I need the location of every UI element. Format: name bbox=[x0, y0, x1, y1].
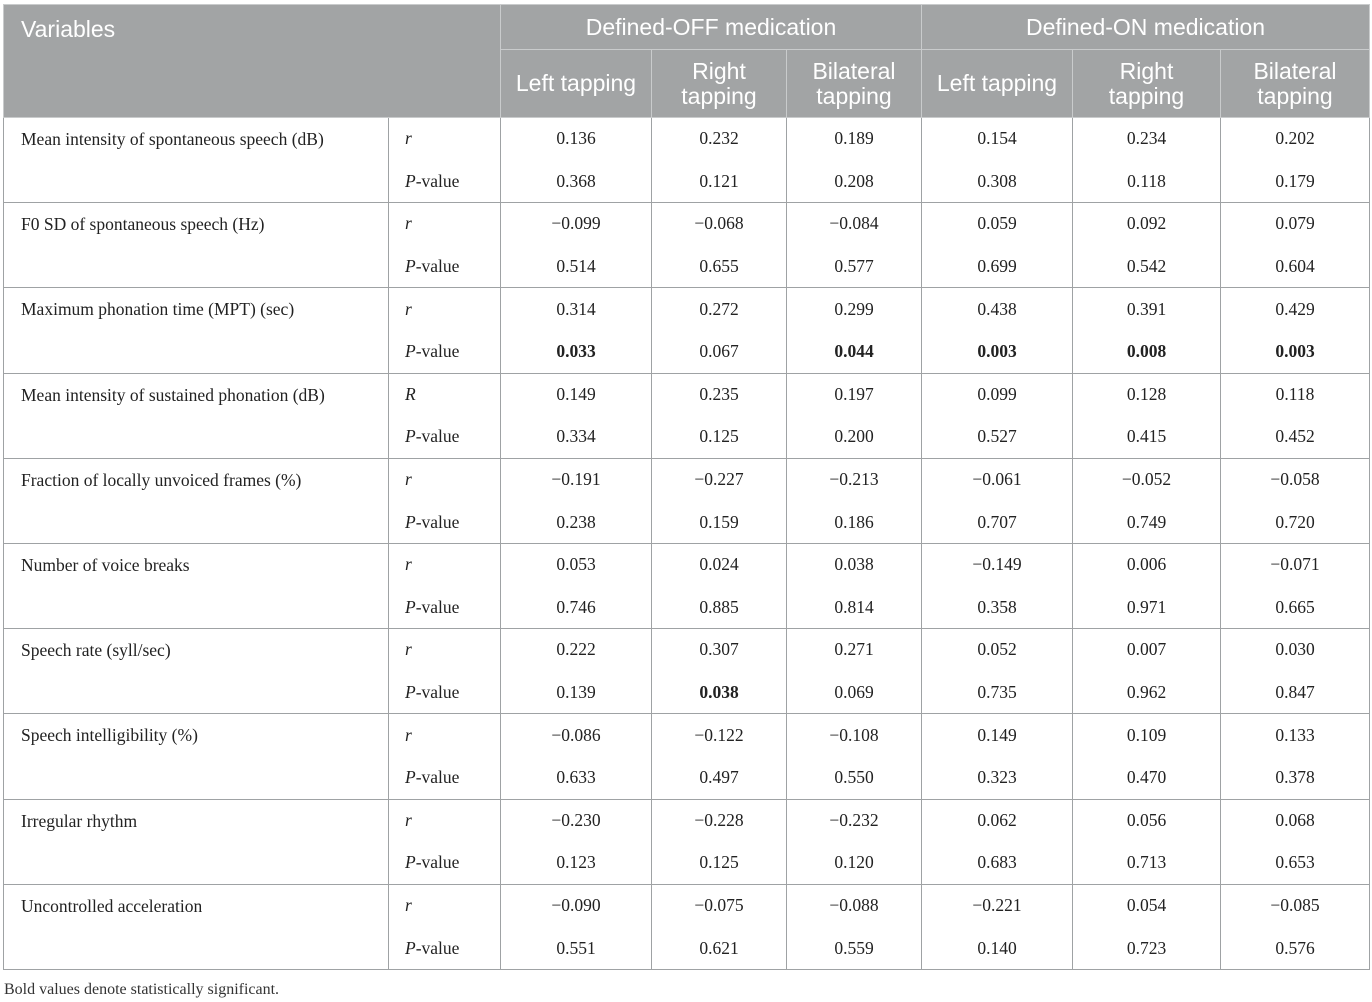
table-footnote: Bold values denote statistically significant. bbox=[4, 981, 280, 998]
p-value: 0.847 bbox=[1221, 671, 1370, 714]
r-label: r bbox=[405, 213, 412, 234]
r-value: −0.108 bbox=[787, 714, 922, 757]
r-value: 0.038 bbox=[787, 543, 922, 586]
r-value: −0.071 bbox=[1221, 543, 1370, 586]
stat-label bbox=[389, 245, 501, 288]
stat-label bbox=[389, 671, 501, 714]
p-value: 0.653 bbox=[1221, 842, 1370, 885]
p-value: 0.238 bbox=[501, 501, 652, 544]
r-value: −0.099 bbox=[501, 203, 652, 246]
r-value: −0.075 bbox=[652, 884, 787, 927]
r-value: −0.227 bbox=[652, 458, 787, 501]
p-value: 0.334 bbox=[501, 416, 652, 459]
on-right-tapping-header: Right tapping bbox=[1073, 50, 1221, 118]
r-label: r bbox=[405, 554, 412, 575]
stat-label bbox=[389, 756, 501, 799]
off-right-tapping-header: Right tapping bbox=[652, 50, 787, 118]
p-value: 0.550 bbox=[787, 756, 922, 799]
stat-label bbox=[389, 330, 501, 373]
p-value: 0.621 bbox=[652, 927, 787, 970]
p-value-significant: 0.003 bbox=[922, 330, 1073, 373]
r-label: R bbox=[405, 383, 416, 404]
r-value: −0.058 bbox=[1221, 458, 1370, 501]
p-value: 0.497 bbox=[652, 756, 787, 799]
correlation-table bbox=[3, 4, 1370, 970]
off-left-tapping-header: Left tapping bbox=[501, 50, 652, 118]
r-value: 0.197 bbox=[787, 373, 922, 416]
p-value: 0.655 bbox=[652, 245, 787, 288]
r-value: 0.133 bbox=[1221, 714, 1370, 757]
r-value: 0.006 bbox=[1073, 543, 1221, 586]
stat-label bbox=[389, 586, 501, 629]
r-label: r bbox=[405, 639, 412, 660]
p-label-suffix: -value bbox=[415, 511, 460, 532]
stat-label bbox=[389, 799, 501, 842]
p-value-significant: 0.038 bbox=[652, 671, 787, 714]
table-row bbox=[4, 203, 1370, 246]
r-value: −0.061 bbox=[922, 458, 1073, 501]
r-value: 0.202 bbox=[1221, 118, 1370, 161]
variable-name: Speech intelligibility (%) bbox=[4, 714, 389, 799]
r-value: 0.062 bbox=[922, 799, 1073, 842]
p-label-italic: P bbox=[405, 341, 416, 362]
p-label-suffix: -value bbox=[415, 256, 460, 277]
p-value: 0.577 bbox=[787, 245, 922, 288]
p-label-italic: P bbox=[405, 767, 416, 788]
variable-name: F0 SD of spontaneous speech (Hz) bbox=[4, 203, 389, 288]
p-value: 0.551 bbox=[501, 927, 652, 970]
p-value: 0.814 bbox=[787, 586, 922, 629]
p-value: 0.186 bbox=[787, 501, 922, 544]
p-label-suffix: -value bbox=[415, 596, 460, 617]
p-value: 0.140 bbox=[922, 927, 1073, 970]
p-label-suffix: -value bbox=[415, 426, 460, 447]
r-label: r bbox=[405, 298, 412, 319]
p-value: 0.120 bbox=[787, 842, 922, 885]
r-value: −0.084 bbox=[787, 203, 922, 246]
off-bilateral-tapping-header: Bilateral tapping bbox=[787, 50, 922, 118]
r-value: −0.221 bbox=[922, 884, 1073, 927]
p-value: 0.604 bbox=[1221, 245, 1370, 288]
r-value: 0.118 bbox=[1221, 373, 1370, 416]
p-label-suffix: -value bbox=[415, 767, 460, 788]
stat-label bbox=[389, 458, 501, 501]
p-value: 0.559 bbox=[787, 927, 922, 970]
r-value: 0.007 bbox=[1073, 629, 1221, 672]
r-label: r bbox=[405, 724, 412, 745]
r-value: −0.086 bbox=[501, 714, 652, 757]
p-value: 0.699 bbox=[922, 245, 1073, 288]
r-value: 0.234 bbox=[1073, 118, 1221, 161]
r-value: 0.429 bbox=[1221, 288, 1370, 331]
p-label-italic: P bbox=[405, 852, 416, 873]
r-value: −0.213 bbox=[787, 458, 922, 501]
p-value: 0.179 bbox=[1221, 160, 1370, 203]
p-value: 0.378 bbox=[1221, 756, 1370, 799]
stat-label bbox=[389, 884, 501, 927]
r-value: 0.149 bbox=[501, 373, 652, 416]
r-value: −0.052 bbox=[1073, 458, 1221, 501]
r-value: 0.053 bbox=[501, 543, 652, 586]
p-value: 0.713 bbox=[1073, 842, 1221, 885]
r-value: 0.149 bbox=[922, 714, 1073, 757]
stat-label bbox=[389, 416, 501, 459]
p-value: 0.885 bbox=[652, 586, 787, 629]
variable-name: Number of voice breaks bbox=[4, 543, 389, 628]
p-value: 0.125 bbox=[652, 416, 787, 459]
p-value: 0.683 bbox=[922, 842, 1073, 885]
p-value: 0.470 bbox=[1073, 756, 1221, 799]
r-value: −0.230 bbox=[501, 799, 652, 842]
defined-off-header: Defined-OFF medication bbox=[501, 5, 922, 50]
variable-name: Mean intensity of sustained phonation (dB) bbox=[4, 373, 389, 458]
stat-label bbox=[389, 629, 501, 672]
variable-name: Maximum phonation time (MPT) (sec) bbox=[4, 288, 389, 373]
p-value: 0.514 bbox=[501, 245, 652, 288]
r-value: −0.068 bbox=[652, 203, 787, 246]
stat-label bbox=[389, 927, 501, 970]
r-value: 0.307 bbox=[652, 629, 787, 672]
p-value-significant: 0.044 bbox=[787, 330, 922, 373]
p-label-italic: P bbox=[405, 937, 416, 958]
r-value: −0.085 bbox=[1221, 884, 1370, 927]
p-value: 0.723 bbox=[1073, 927, 1221, 970]
r-label: r bbox=[405, 809, 412, 830]
variables-header: Variables bbox=[4, 5, 501, 118]
p-value: 0.746 bbox=[501, 586, 652, 629]
p-value: 0.971 bbox=[1073, 586, 1221, 629]
table-row bbox=[4, 458, 1370, 501]
p-value: 0.067 bbox=[652, 330, 787, 373]
p-value: 0.452 bbox=[1221, 416, 1370, 459]
r-value: 0.391 bbox=[1073, 288, 1221, 331]
p-value: 0.308 bbox=[922, 160, 1073, 203]
p-value: 0.125 bbox=[652, 842, 787, 885]
r-value: 0.136 bbox=[501, 118, 652, 161]
stat-label bbox=[389, 714, 501, 757]
r-value: −0.088 bbox=[787, 884, 922, 927]
p-value: 0.323 bbox=[922, 756, 1073, 799]
variable-name: Mean intensity of spontaneous speech (dB) bbox=[4, 118, 389, 203]
p-value: 0.962 bbox=[1073, 671, 1221, 714]
stat-label bbox=[389, 373, 501, 416]
p-value: 0.139 bbox=[501, 671, 652, 714]
p-label-suffix: -value bbox=[415, 170, 460, 191]
p-value-significant: 0.008 bbox=[1073, 330, 1221, 373]
table-row bbox=[4, 629, 1370, 672]
table-row bbox=[4, 373, 1370, 416]
p-value: 0.069 bbox=[787, 671, 922, 714]
p-value: 0.665 bbox=[1221, 586, 1370, 629]
r-value: 0.056 bbox=[1073, 799, 1221, 842]
r-value: 0.052 bbox=[922, 629, 1073, 672]
variable-name: Irregular rhythm bbox=[4, 799, 389, 884]
on-bilateral-tapping-header: Bilateral tapping bbox=[1221, 50, 1370, 118]
r-value: 0.272 bbox=[652, 288, 787, 331]
r-value: −0.191 bbox=[501, 458, 652, 501]
p-value: 0.415 bbox=[1073, 416, 1221, 459]
r-value: −0.090 bbox=[501, 884, 652, 927]
p-label-italic: P bbox=[405, 426, 416, 447]
r-value: −0.232 bbox=[787, 799, 922, 842]
variable-name: Speech rate (syll/sec) bbox=[4, 629, 389, 714]
p-value: 0.118 bbox=[1073, 160, 1221, 203]
stat-label bbox=[389, 543, 501, 586]
p-label-suffix: -value bbox=[415, 682, 460, 703]
r-value: 0.232 bbox=[652, 118, 787, 161]
p-value: 0.707 bbox=[922, 501, 1073, 544]
p-value: 0.749 bbox=[1073, 501, 1221, 544]
stat-label bbox=[389, 842, 501, 885]
p-value: 0.542 bbox=[1073, 245, 1221, 288]
r-value: 0.299 bbox=[787, 288, 922, 331]
p-value-significant: 0.033 bbox=[501, 330, 652, 373]
p-value: 0.123 bbox=[501, 842, 652, 885]
p-value: 0.527 bbox=[922, 416, 1073, 459]
r-value: 0.109 bbox=[1073, 714, 1221, 757]
r-value: −0.228 bbox=[652, 799, 787, 842]
r-value: 0.054 bbox=[1073, 884, 1221, 927]
table-row bbox=[4, 288, 1370, 331]
stat-label bbox=[389, 288, 501, 331]
stat-label bbox=[389, 203, 501, 246]
p-value: 0.633 bbox=[501, 756, 652, 799]
p-label-italic: P bbox=[405, 596, 416, 617]
r-value: 0.189 bbox=[787, 118, 922, 161]
on-left-tapping-header: Left tapping bbox=[922, 50, 1073, 118]
variable-name: Uncontrolled acceleration bbox=[4, 884, 389, 969]
r-value: 0.314 bbox=[501, 288, 652, 331]
r-value: 0.128 bbox=[1073, 373, 1221, 416]
p-value-significant: 0.003 bbox=[1221, 330, 1370, 373]
table-row bbox=[4, 118, 1370, 161]
table-row bbox=[4, 543, 1370, 586]
r-value: 0.154 bbox=[922, 118, 1073, 161]
p-value: 0.159 bbox=[652, 501, 787, 544]
r-value: 0.092 bbox=[1073, 203, 1221, 246]
stat-label bbox=[389, 118, 501, 161]
r-label: r bbox=[405, 469, 412, 490]
r-value: 0.271 bbox=[787, 629, 922, 672]
r-value: 0.068 bbox=[1221, 799, 1370, 842]
r-value: −0.149 bbox=[922, 543, 1073, 586]
table-body bbox=[4, 118, 1370, 970]
p-value: 0.576 bbox=[1221, 927, 1370, 970]
table-row bbox=[4, 714, 1370, 757]
r-label: r bbox=[405, 894, 412, 915]
r-value: 0.059 bbox=[922, 203, 1073, 246]
p-value: 0.720 bbox=[1221, 501, 1370, 544]
p-label-italic: P bbox=[405, 256, 416, 277]
p-value: 0.200 bbox=[787, 416, 922, 459]
r-value: 0.099 bbox=[922, 373, 1073, 416]
p-label-suffix: -value bbox=[415, 937, 460, 958]
table-row bbox=[4, 799, 1370, 842]
r-value: 0.030 bbox=[1221, 629, 1370, 672]
p-value: 0.735 bbox=[922, 671, 1073, 714]
p-label-italic: P bbox=[405, 511, 416, 532]
table-row bbox=[4, 884, 1370, 927]
r-value: 0.438 bbox=[922, 288, 1073, 331]
stat-label bbox=[389, 160, 501, 203]
r-label: r bbox=[405, 128, 412, 149]
defined-on-header: Defined-ON medication bbox=[922, 5, 1370, 50]
p-label-italic: P bbox=[405, 682, 416, 703]
p-label-suffix: -value bbox=[415, 852, 460, 873]
r-value: 0.222 bbox=[501, 629, 652, 672]
p-label-suffix: -value bbox=[415, 341, 460, 362]
r-value: 0.079 bbox=[1221, 203, 1370, 246]
p-label-italic: P bbox=[405, 170, 416, 191]
p-value: 0.368 bbox=[501, 160, 652, 203]
p-value: 0.208 bbox=[787, 160, 922, 203]
stat-label bbox=[389, 501, 501, 544]
r-value: 0.024 bbox=[652, 543, 787, 586]
p-value: 0.121 bbox=[652, 160, 787, 203]
variable-name: Fraction of locally unvoiced frames (%) bbox=[4, 458, 389, 543]
r-value: −0.122 bbox=[652, 714, 787, 757]
r-value: 0.235 bbox=[652, 373, 787, 416]
p-value: 0.358 bbox=[922, 586, 1073, 629]
